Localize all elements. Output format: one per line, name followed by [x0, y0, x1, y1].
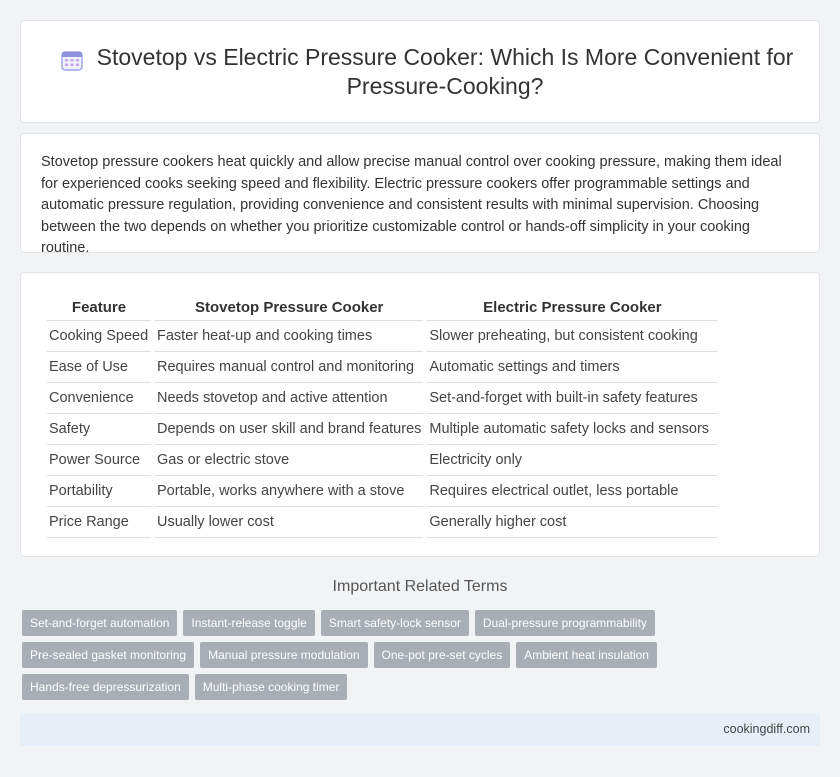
stovetop-cell: Usually lower cost	[155, 507, 423, 538]
stovetop-cell: Requires manual control and monitoring	[155, 352, 423, 383]
intro-paragraph: Stovetop pressure cookers heat quickly and allow precise manual control over cooking pressure, making them ideal for experienced cooks seeking speed and flexibility. Electric pressure cookers offer programmable settings and automatic pressure regulation, providing convenience and consistent results with minimal supervision. Choosing between the two depends on whether you prioritize customizable control or hands-off simplicity in your cooking routine.	[41, 154, 782, 256]
electric-cell: Electricity only	[427, 445, 717, 476]
title-card	[20, 20, 820, 123]
feature-cell: Convenience	[47, 383, 151, 414]
related-term-tag[interactable]: Dual-pressure programmability	[475, 610, 655, 636]
feature-cell: Cooking Speed	[47, 321, 151, 352]
page-title	[61, 43, 799, 101]
stovetop-cell: Depends on user skill and brand features	[155, 414, 423, 445]
feature-cell: Ease of Use	[47, 352, 151, 383]
header-stovetop: Stovetop Pressure Cooker	[155, 295, 423, 321]
related-terms-heading: Important Related Terms	[332, 578, 508, 595]
electric-cell: Slower preheating, but consistent cooking	[427, 321, 717, 352]
stovetop-cell: Needs stovetop and active attention	[155, 383, 423, 414]
stovetop-cell: Gas or electric stove	[155, 445, 423, 476]
table-header-row	[47, 295, 717, 321]
related-term-tag[interactable]: One-pot pre-set cycles	[374, 642, 511, 668]
comparison-table	[43, 295, 721, 538]
intro-card	[20, 133, 820, 256]
table-row	[47, 507, 717, 538]
table-row	[47, 414, 717, 445]
page-title-text: Stovetop vs Electric Pressure Cooker: Which Is More Convenient for Pressure-Cooking?	[96, 44, 794, 99]
related-term-tag[interactable]: Set-and-forget automation	[22, 610, 177, 636]
footer-site-link[interactable]: cookingdiff.com	[723, 722, 810, 736]
related-term-tag[interactable]: Ambient heat insulation	[516, 642, 657, 668]
table-row	[47, 445, 717, 476]
feature-cell: Power Source	[47, 445, 151, 476]
electric-cell: Generally higher cost	[427, 507, 717, 538]
electric-cell: Set-and-forget with built-in safety features	[427, 383, 717, 414]
related-term-tag[interactable]: Manual pressure modulation	[200, 642, 367, 668]
feature-cell: Safety	[47, 414, 151, 445]
electric-cell: Requires electrical outlet, less portable	[427, 476, 717, 507]
related-term-tag[interactable]: Pre-sealed gasket monitoring	[22, 642, 194, 668]
feature-cell: Portability	[47, 476, 151, 507]
feature-cell: Price Range	[47, 507, 151, 538]
comparison-card	[20, 272, 820, 557]
related-term-tag[interactable]: Instant-release toggle	[183, 610, 314, 636]
stovetop-cell: Portable, works anywhere with a stove	[155, 476, 423, 507]
electric-cell: Multiple automatic safety locks and sensors	[427, 414, 717, 445]
related-term-tag[interactable]: Multi-phase cooking timer	[195, 674, 348, 700]
table-row	[47, 476, 717, 507]
related-terms-list	[22, 610, 662, 700]
electric-cell: Automatic settings and timers	[427, 352, 717, 383]
related-term-tag[interactable]: Hands-free depressurization	[22, 674, 189, 700]
related-term-tag[interactable]: Smart safety-lock sensor	[321, 610, 469, 636]
stovetop-cell: Faster heat-up and cooking times	[155, 321, 423, 352]
table-row	[47, 383, 717, 414]
table-row	[47, 321, 717, 352]
header-electric: Electric Pressure Cooker	[427, 295, 717, 321]
table-row	[47, 352, 717, 383]
footer-bar	[20, 713, 820, 746]
header-feature: Feature	[47, 295, 151, 321]
